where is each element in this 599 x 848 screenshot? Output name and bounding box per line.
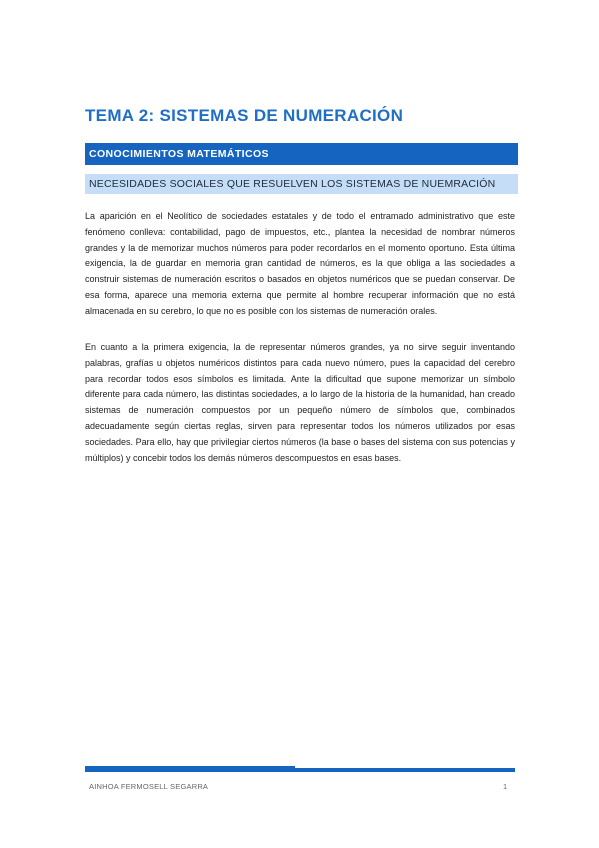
paragraph-1: La aparición en el Neolítico de sociedades estatales y de todo el entramado administrativo que este fenómeno conlleva: contabilidad, pago de impuestos, etc., plantea la necesidad de nombrar números grandes y la de memorizar muchos números para poder recordarlos en el momento oportuno. Esta última exigencia, la de guardar en memoria gran cantidad de números, es la que obliga a las sociedades a construir sistemas de numeración escritos o basados en objetos numéricos que se puedan conservar. De esa forma, aparece una memoria externa que permite al hombre recuperar información que no está almacenada en su cerebro, lo que no es posible con los sistemas de numeración orales. — [85, 211, 515, 316]
paragraph-2: En cuanto a la primera exigencia, la de representar números grandes, ya no sirve seguir inventando palabras, grafías u objetos numéricos distintos para cada nuevo número, pues la capacidad del cerebro para recordar todos esos símbolos es limitada. Ante la dificultad que supone memorizar un símbolo diferente para cada número, las distintas sociedades, a lo largo de la historia de la humanidad, han creado sistemas de numeración compuestos por un pequeño número de símbolos que, combinados adecuadamente según ciertas reglas, sirven para representar todos los números utilizados por esas sociedades. Para ello, hay que privilegiar ciertos números (la base o bases del sistema con sus potencias y múltiplos) y concebir todos los demás números descompuestos en esas bases. — [85, 342, 515, 463]
section-heading: CONOCIMIENTOS MATEMÁTICOS — [85, 143, 518, 165]
page-title: TEMA 2: SISTEMAS DE NUMERACIÓN — [85, 106, 404, 125]
footer-author: AINHOA FERMOSELL SEGARRA — [89, 782, 209, 791]
footer-rule-accent — [85, 766, 295, 772]
page-number: 1 — [503, 782, 508, 791]
subsection-heading: NECESIDADES SOCIALES QUE RESUELVEN LOS SISTEMAS DE NUEMRACIÓN — [85, 174, 518, 194]
